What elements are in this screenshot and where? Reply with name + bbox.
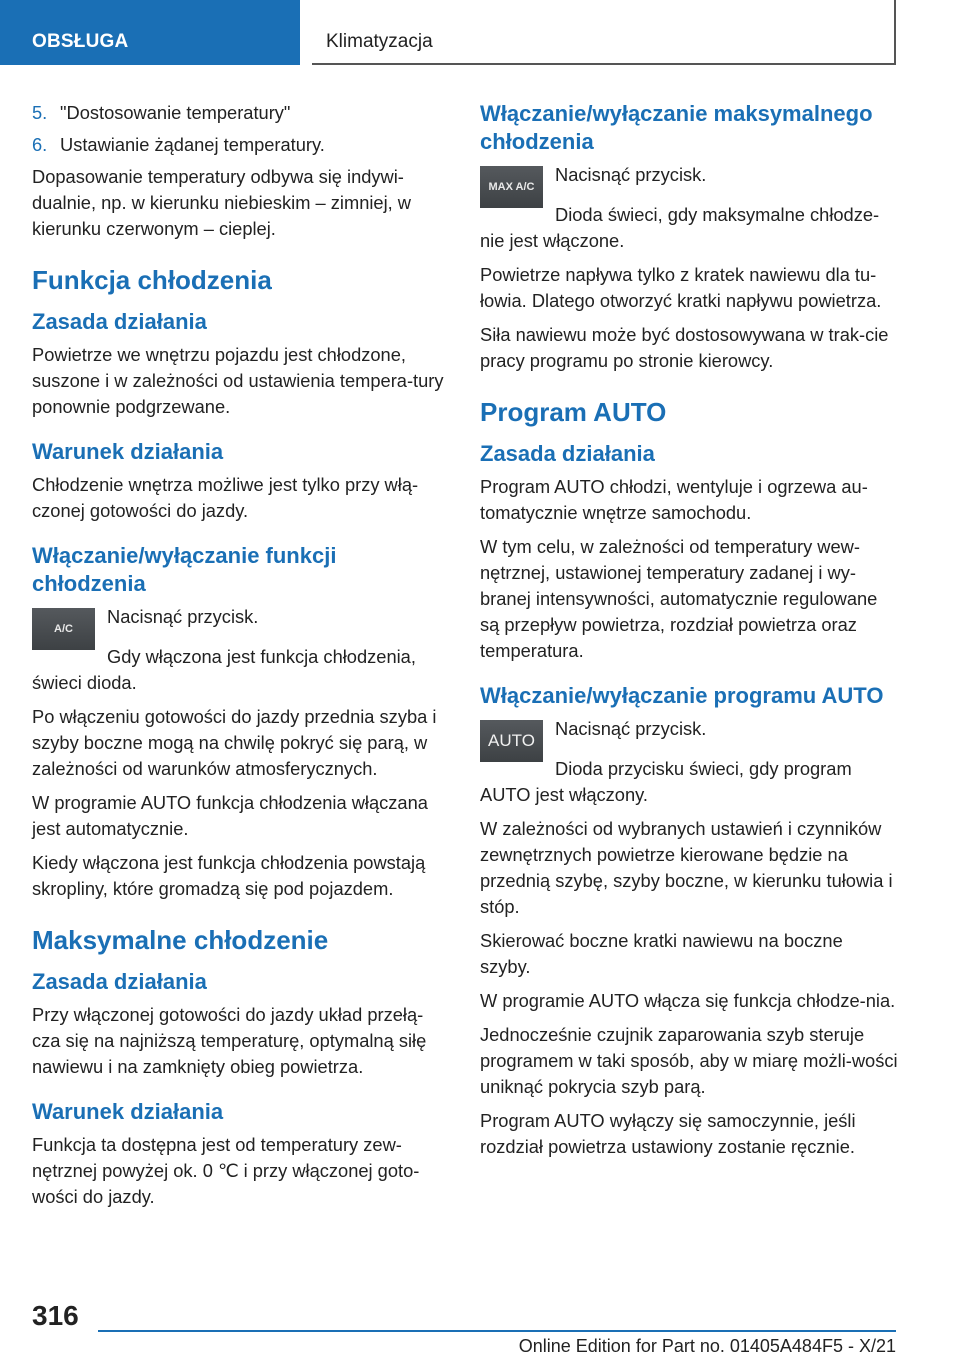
heading-auto: Program AUTO — [480, 397, 667, 427]
auto-button-icon: AUTO — [480, 720, 543, 762]
max-ac-button-icon: MAX A/C — [480, 166, 543, 208]
heading-max-cooling: Maksymalne chłodzenie — [32, 925, 329, 955]
subheading-principle: Zasada działania — [480, 441, 655, 466]
intro-paragraph: Dopasowanie temperatury odbywa się indywi-dualnie, np. w kierunku niebieskim – zimniej, w kierunku czerwonym – cieplej. — [32, 166, 412, 239]
list-item: 5. "Dostosowanie temperatury" — [32, 102, 291, 123]
paragraph: Kiedy włączona jest funkcja chłodzenia powstają skropliny, które gromadzą się pod pojazdem. — [32, 852, 426, 899]
paragraph: Dioda przycisku świeci, gdy program AUTO jest włączony. — [480, 758, 852, 805]
paragraph: W tym celu, w zależności od temperatury wew-nętrznej, ustawionej temperatury zadanej i wy-branej intensywności, automatycznie regulowane są przepływ powietrza, rozdział powietrza oraz temperatura. — [480, 536, 878, 661]
subheading-toggle-auto: Włączanie/wyłączanie programu AUTO — [480, 683, 884, 708]
paragraph: Program AUTO wyłączy się samoczynnie, jeśli rozdział powietrza ustawiony zostanie ręcznie. — [480, 1110, 856, 1157]
paragraph: Siła nawiewu może być dostosowywana w trak-cie pracy programu po stronie kierowcy. — [480, 324, 889, 371]
subheading-principle: Zasada działania — [32, 969, 207, 994]
page-number: 316 — [32, 1300, 79, 1331]
paragraph: Powietrze we wnętrzu pojazdu jest chłodzone, suszone i w zależności od ustawienia tempera-tury ponownie podgrzewane. — [32, 344, 444, 417]
paragraph: Skierować boczne kratki nawiewu na boczne szyby. — [480, 930, 843, 977]
chapter-title: Klimatyzacja — [312, 0, 896, 65]
paragraph: Przy włączonej gotowości do jazdy układ przełą-cza się na najniższą temperaturę, optymalną siłę nawiewu i na zamknięty obieg powietrza. — [32, 1004, 427, 1077]
paragraph: Program AUTO chłodzi, wentyluje i ogrzewa au-tomatycznie wnętrze samochodu. — [480, 476, 868, 523]
paragraph: W programie AUTO włącza się funkcja chłodze-nia. — [480, 990, 896, 1011]
paragraph: Nacisnąć przycisk. — [555, 164, 707, 185]
subheading-toggle-cooling: Włączanie/wyłączanie funkcji chłodzenia — [32, 543, 337, 596]
list-item: 6. Ustawianie żądanej temperatury. — [32, 134, 325, 155]
paragraph: W zależności od wybranych ustawień i czynników zewnętrznych powietrze kierowane będzie na przednią szybę, szyby boczne, w kierunku tułowia i stóp. — [480, 818, 893, 917]
paragraph: Nacisnąć przycisk. — [107, 606, 259, 627]
subheading-condition: Warunek działania — [32, 1099, 224, 1124]
paragraph: Funkcja ta dostępna jest od temperatury zew-nętrznej powyżej ok. 0 ℃ i przy włączonej goto-wości do jazdy. — [32, 1134, 420, 1207]
ac-button-icon: A/C — [32, 608, 95, 650]
paragraph: W programie AUTO funkcja chłodzenia włączana jest automatycznie. — [32, 792, 428, 839]
paragraph: Nacisnąć przycisk. — [555, 718, 707, 739]
right-column — [480, 100, 898, 1168]
subheading-condition: Warunek działania — [32, 439, 224, 464]
heading-cooling: Funkcja chłodzenia — [32, 265, 272, 295]
paragraph: Dioda świeci, gdy maksymalne chłodze-nie jest włączone. — [480, 204, 880, 251]
paragraph: Jednocześnie czujnik zaparowania szyb steruje programem w taki sposób, aby w miarę możli-wości uniknąć pokrycia szyb parą. — [480, 1024, 898, 1097]
subheading-toggle-max: Włączanie/wyłączanie maksymalnego chłodzenia — [480, 101, 873, 154]
paragraph: Powietrze napływa tylko z kratek nawiewu dla tu-łowia. Dlatego otworzyć kratki napływu powietrza. — [480, 264, 882, 311]
footer-divider — [98, 1330, 896, 1332]
subheading-principle: Zasada działania — [32, 309, 207, 334]
paragraph: Po włączeniu gotowości do jazdy przednia szyba i szyby boczne mogą na chwilę pokryć się parą, w zależności od warunków atmosferycznych. — [32, 706, 437, 779]
left-column — [32, 100, 450, 1218]
paragraph: Chłodzenie wnętrza możliwe jest tylko przy włą-czonej gotowości do jazdy. — [32, 474, 419, 521]
section-tab: OBSŁUGA — [0, 0, 300, 65]
paragraph: Gdy włączona jest funkcja chłodzenia, świeci dioda. — [32, 646, 416, 693]
edition-note: Online Edition for Part no. 01405A484F5 - X/21 — [518, 1336, 896, 1356]
